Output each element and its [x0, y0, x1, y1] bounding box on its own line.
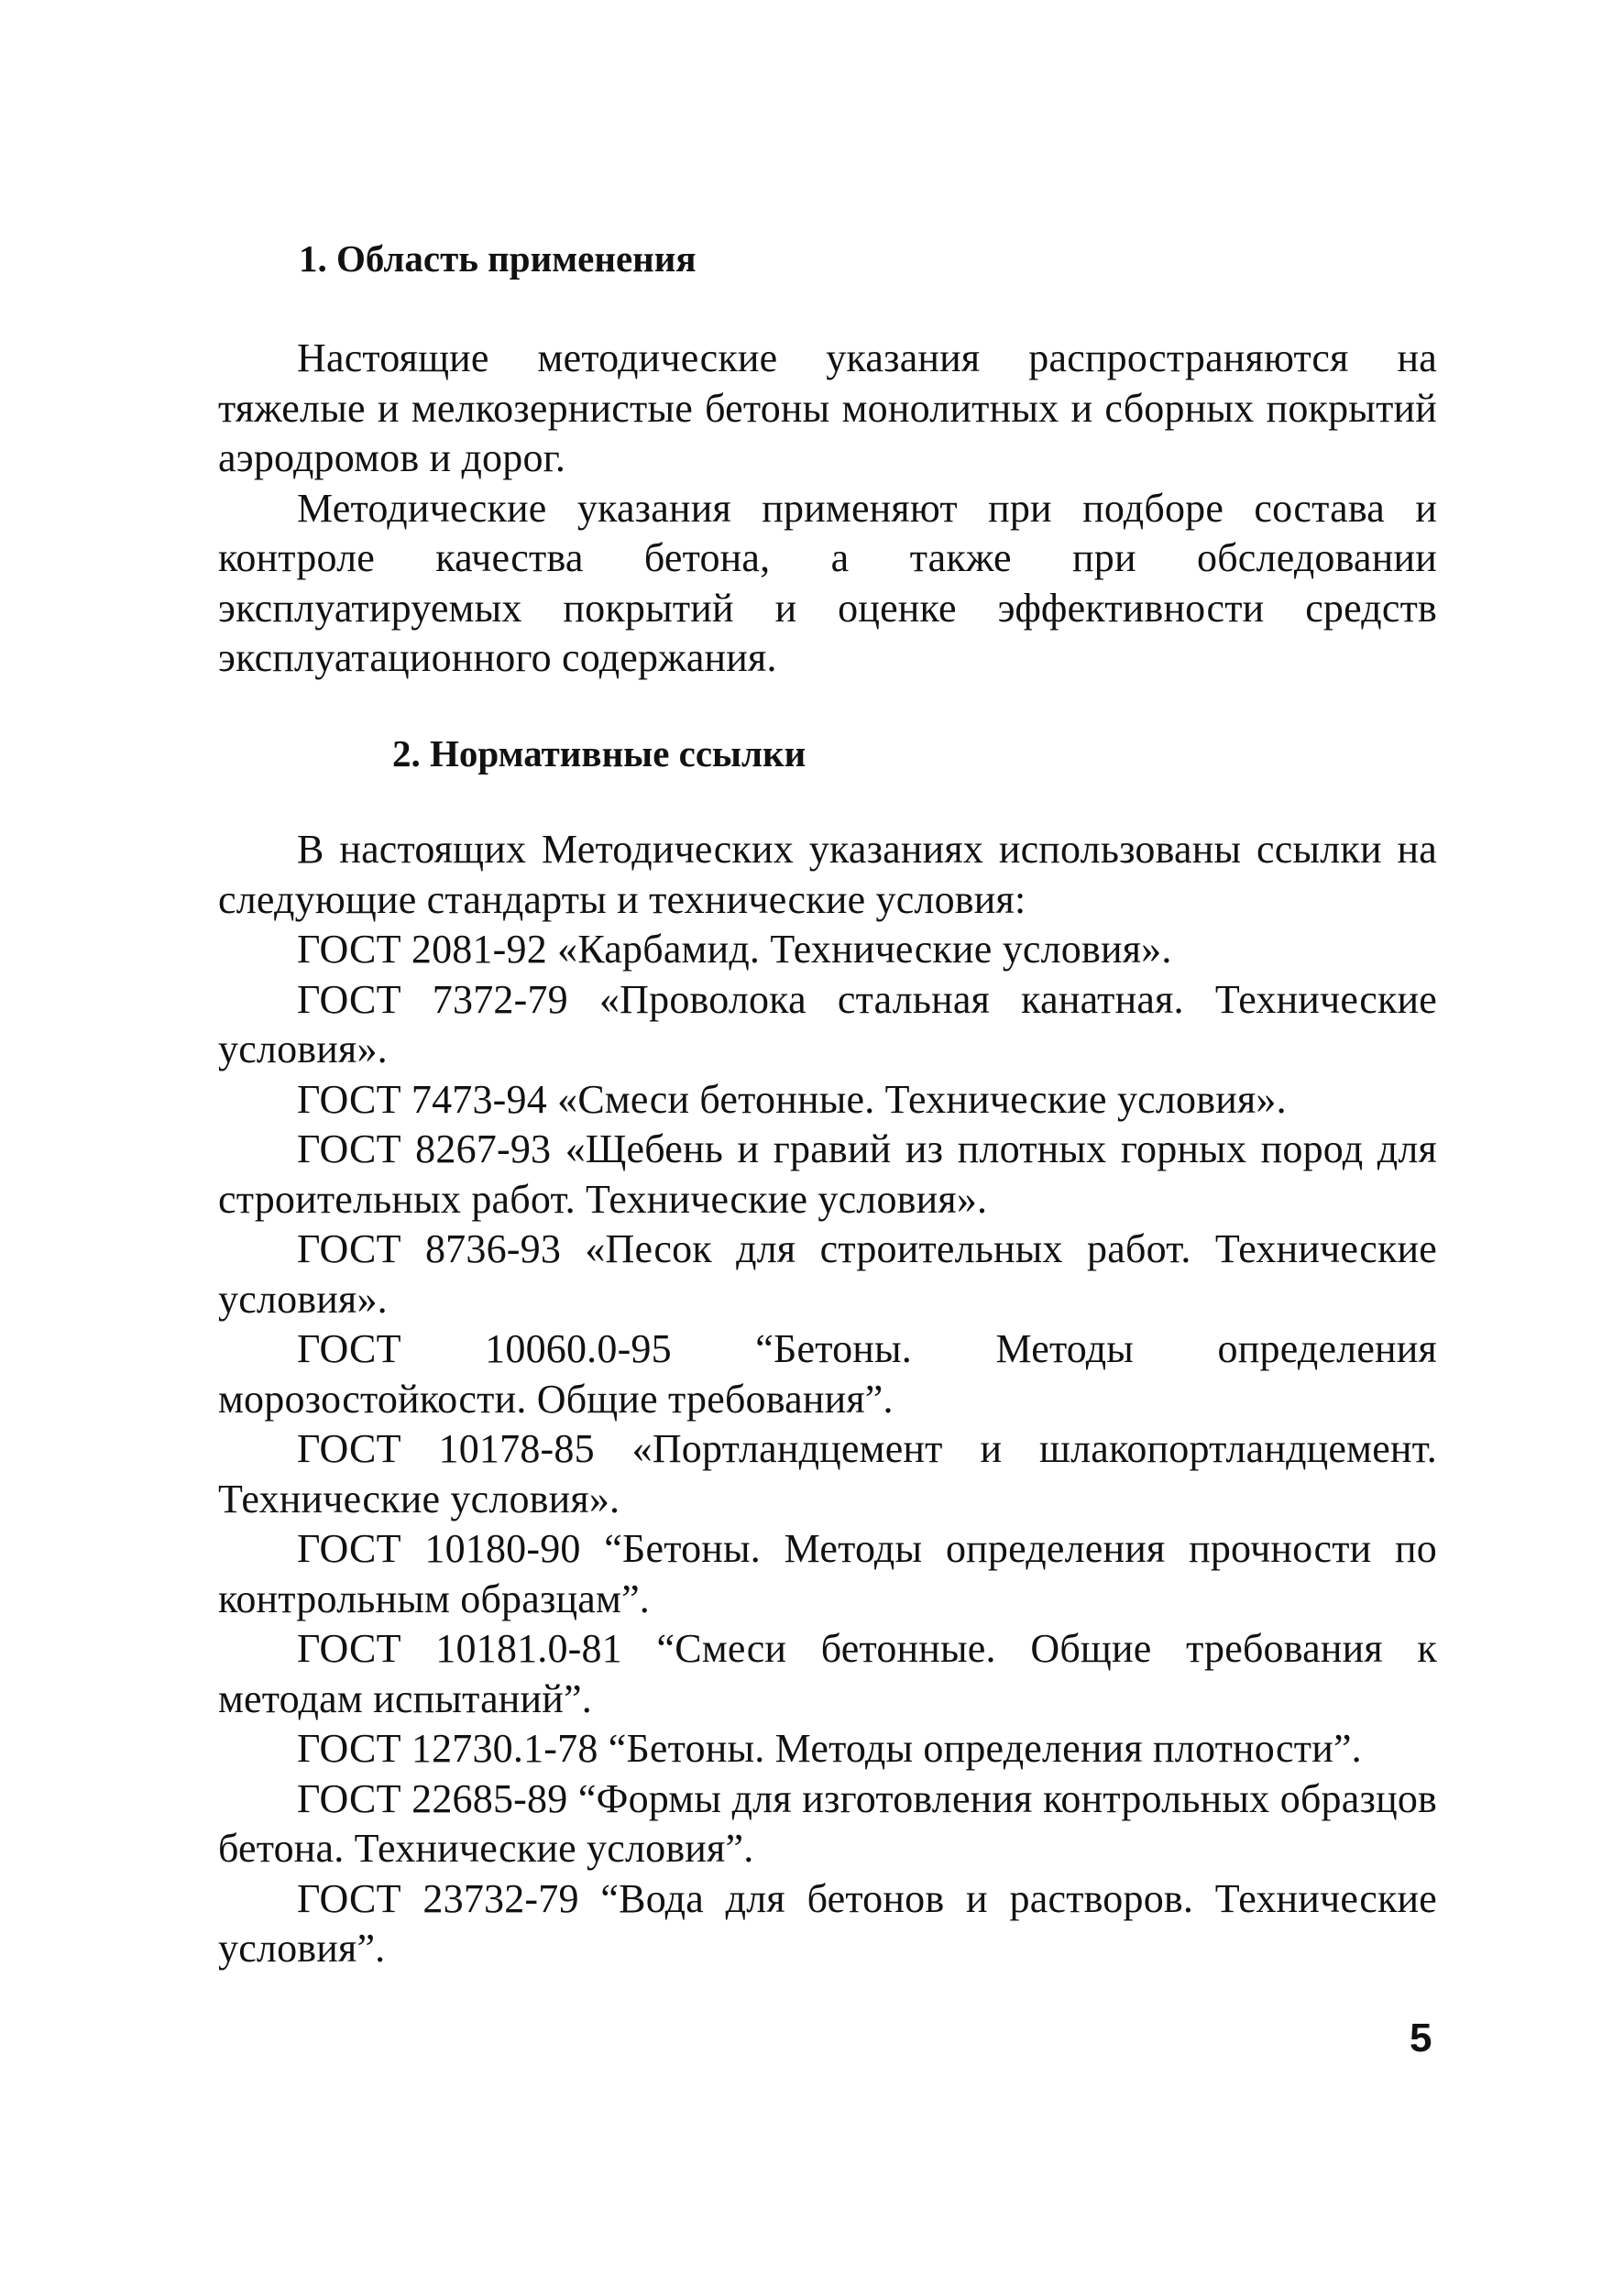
- section-1-heading: 1. Область применения: [299, 237, 697, 280]
- paragraph: Методические указания применяют при подборе состава и контроле качества бетона, а также при обследовании эксплуатируемых покрытий и оценке эффективности средств эксплуатационного содержания.: [218, 485, 1437, 680]
- reference-item: ГОСТ 10060.0-95 “Бетоны. Методы определения морозостойкости. Общие требования”.: [218, 1326, 1437, 1422]
- paragraph: Настоящие методические указания распространяются на тяжелые и мелкозернистые бетоны монолитных и сборных покрытий аэродромов и дорог.: [218, 335, 1437, 480]
- reference-item: ГОСТ 7473-94 «Смеси бетонные. Технические условия».: [297, 1076, 1287, 1122]
- reference-item: ГОСТ 23732-79 “Вода для бетонов и растворов. Технические условия”.: [218, 1875, 1437, 1971]
- section-2-body: [218, 825, 1437, 1974]
- intro-paragraph: В настоящих Методических указаниях использованы ссылки на следующие стандарты и технические условия:: [218, 827, 1437, 922]
- reference-item: ГОСТ 12730.1-78 “Бетоны. Методы определения плотности”.: [297, 1726, 1362, 1771]
- section-2-heading: 2. Нормативные ссылки: [392, 732, 807, 774]
- reference-item: ГОСТ 8267-93 «Щебень и гравий из плотных горных пород для строительных работ. Технические условия».: [218, 1126, 1437, 1222]
- reference-item: ГОСТ 10181.0-81 “Смеси бетонные. Общие требования к методам испытаний”.: [218, 1626, 1437, 1721]
- reference-item: ГОСТ 22685-89 “Формы для изготовления контрольных образцов бетона. Технические условия”.: [218, 1775, 1437, 1871]
- document-page: [218, 0, 1437, 2274]
- reference-item: ГОСТ 7372-79 «Проволока стальная канатная. Технические условия».: [218, 976, 1437, 1071]
- page-number: 5: [1410, 2016, 1432, 2060]
- reference-item: ГОСТ 8736-93 «Песок для строительных работ. Технические условия».: [218, 1226, 1437, 1322]
- reference-item: ГОСТ 10180-90 “Бетоны. Методы определения прочности по контрольным образцам”.: [218, 1526, 1437, 1621]
- reference-item: ГОСТ 2081-92 «Карбамид. Технические условия».: [297, 927, 1172, 972]
- section-1-body: [218, 334, 1437, 684]
- reference-item: ГОСТ 10178-85 «Портландцемент и шлакопортландцемент. Технические условия».: [218, 1426, 1437, 1521]
